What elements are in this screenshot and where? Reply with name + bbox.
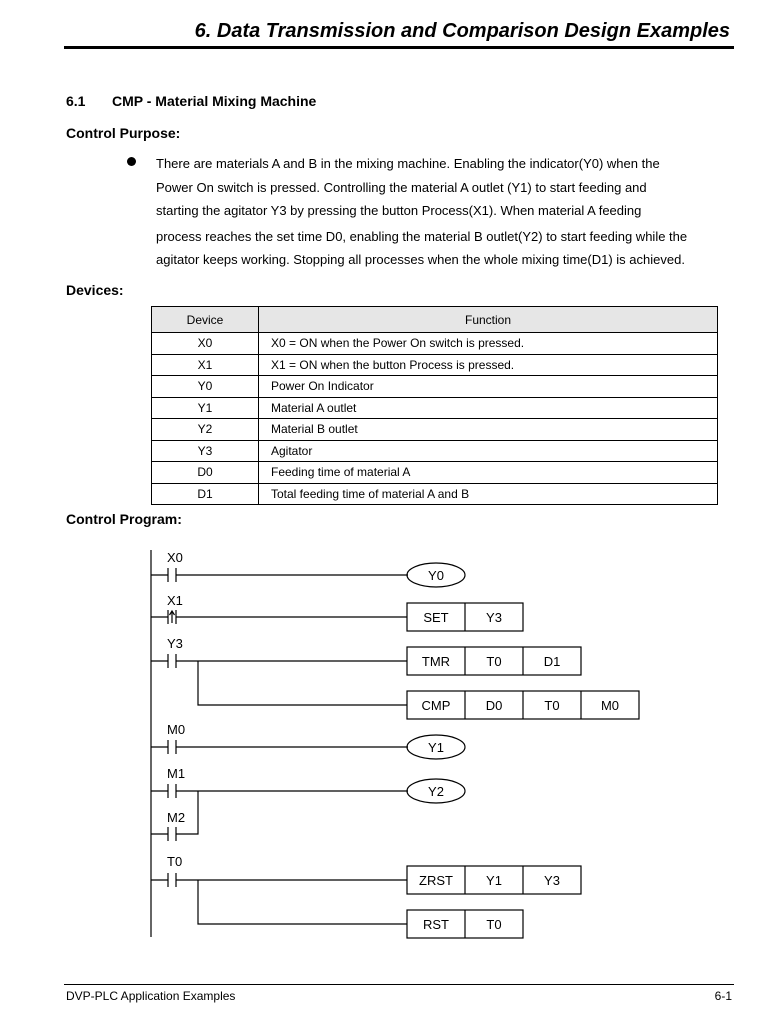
contact-label: T0	[167, 854, 183, 869]
function-cell: Material B outlet	[259, 419, 718, 441]
instruction-operand: D1	[543, 654, 561, 669]
footer-rule	[64, 984, 734, 985]
contact-label: M0	[167, 722, 186, 737]
devices-label: Devices:	[66, 282, 124, 298]
device-cell: D1	[152, 483, 259, 505]
device-cell: X1	[152, 354, 259, 376]
control-program-label: Control Program:	[66, 511, 182, 527]
function-cell: Feeding time of material A	[259, 462, 718, 484]
instruction-op: SET	[423, 610, 449, 625]
instruction-operand: Y1	[486, 873, 502, 888]
instruction-op: CMP	[421, 698, 451, 713]
contact-label: M2	[167, 810, 186, 825]
instruction-operand: T0	[544, 698, 560, 713]
section-name: CMP - Material Mixing Machine	[112, 93, 317, 109]
instruction-operand: Y3	[544, 873, 560, 888]
function-cell: X0 = ON when the Power On switch is pressed.	[259, 333, 718, 355]
instruction-op: ZRST	[419, 873, 453, 888]
function-header: Function	[259, 307, 718, 333]
instruction-operand: T0	[486, 654, 502, 669]
instruction-operand: T0	[486, 917, 502, 932]
purpose-line: Power On switch is pressed. Controlling the material A outlet (Y1) to start feeding and	[156, 179, 647, 195]
instruction-op: TMR	[421, 654, 451, 669]
contact-label: X1	[167, 593, 183, 608]
purpose-line: process reaches the set time D0, enabling the material B outlet(Y2) to start feeding while the	[156, 228, 688, 244]
contact-label: Y3	[167, 636, 183, 651]
purpose-line: There are materials A and B in the mixing machine. Enabling the indicator(Y0) when the	[156, 156, 660, 171]
instruction-op: RST	[423, 917, 449, 932]
device-cell: X0	[152, 333, 259, 355]
device-cell: Y1	[152, 397, 259, 419]
device-cell: Y2	[152, 419, 259, 441]
device-header: Device	[152, 307, 259, 333]
function-cell: X1 = ON when the button Process is pressed.	[259, 354, 718, 376]
chapter-title: 6. Data Transmission and Comparison Design Examples	[194, 20, 730, 42]
contact-label: M1	[167, 766, 186, 781]
device-cell: Y3	[152, 440, 259, 462]
function-cell: Power On Indicator	[259, 376, 718, 398]
footer-title: DVP-PLC Application Examples	[66, 989, 236, 1003]
purpose-line: agitator keeps working. Stopping all processes when the whole mixing time(D1) is achieved.	[156, 252, 685, 267]
page-number: 6-1	[714, 989, 732, 1003]
coil-label: Y2	[428, 784, 444, 799]
contact-label: X0	[167, 550, 183, 565]
instruction-operand: M0	[600, 698, 620, 713]
device-cell: D0	[152, 462, 259, 484]
section-number: 6.1	[66, 93, 86, 109]
function-cell: Total feeding time of material A and B	[259, 483, 718, 505]
purpose-line: starting the agitator Y3 by pressing the button Process(X1). When material A feeding	[156, 203, 642, 218]
coil-label: Y0	[428, 568, 444, 583]
device-cell: Y0	[152, 376, 259, 398]
instruction-operand: Y3	[486, 610, 502, 625]
function-cell: Agitator	[259, 440, 718, 462]
instruction-operand: D0	[485, 698, 503, 713]
coil-label: Y1	[428, 740, 444, 755]
control-purpose-label: Control Purpose:	[66, 125, 181, 141]
function-cell: Material A outlet	[259, 397, 718, 419]
